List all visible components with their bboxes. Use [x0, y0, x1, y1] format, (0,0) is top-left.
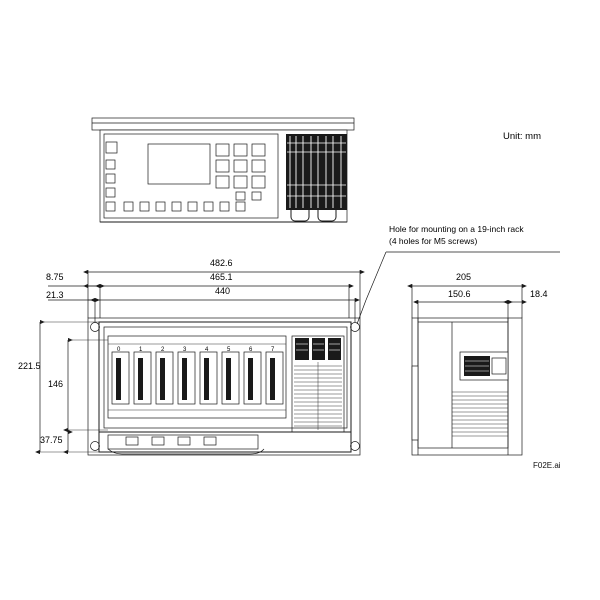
- dim-overall-height: 221.5: [18, 361, 41, 371]
- slot-number: 3: [183, 347, 187, 353]
- slot-number: 4: [205, 347, 209, 353]
- dim-overall-width: 482.6: [210, 258, 233, 268]
- slot-number: 1: [139, 347, 143, 353]
- unit-label: Unit: mm: [503, 131, 541, 142]
- mounting-hole-callout-line2: (4 holes for M5 screws): [389, 236, 478, 246]
- dim-overall-depth: 205: [456, 272, 472, 282]
- slot-number: 5: [227, 347, 231, 353]
- file-code: F02E.ai: [533, 461, 561, 470]
- dim-body-depth: 150.6: [448, 289, 471, 299]
- dim-inner-height: 146: [48, 379, 64, 389]
- slot-number: 6: [249, 347, 253, 353]
- slot-number: 7: [271, 347, 275, 353]
- front-view: [40, 270, 360, 455]
- mounting-hole-callout-leader: [357, 252, 560, 324]
- side-view: [412, 284, 522, 455]
- dim-base-height: 37.75: [40, 435, 63, 445]
- slot-number: 0: [117, 347, 121, 353]
- slot-number: 2: [161, 347, 165, 353]
- dim-rear-depth: 18.4: [530, 289, 548, 299]
- top-view: [92, 118, 354, 222]
- dim-hole-span: 440: [215, 286, 231, 296]
- dim-left-offset-b: 21.3: [46, 290, 64, 300]
- mounting-hole-callout-line1: Hole for mounting on a 19-inch rack: [389, 224, 524, 234]
- dim-inner-width: 465.1: [210, 272, 233, 282]
- dim-left-offset-a: 8.75: [46, 272, 64, 282]
